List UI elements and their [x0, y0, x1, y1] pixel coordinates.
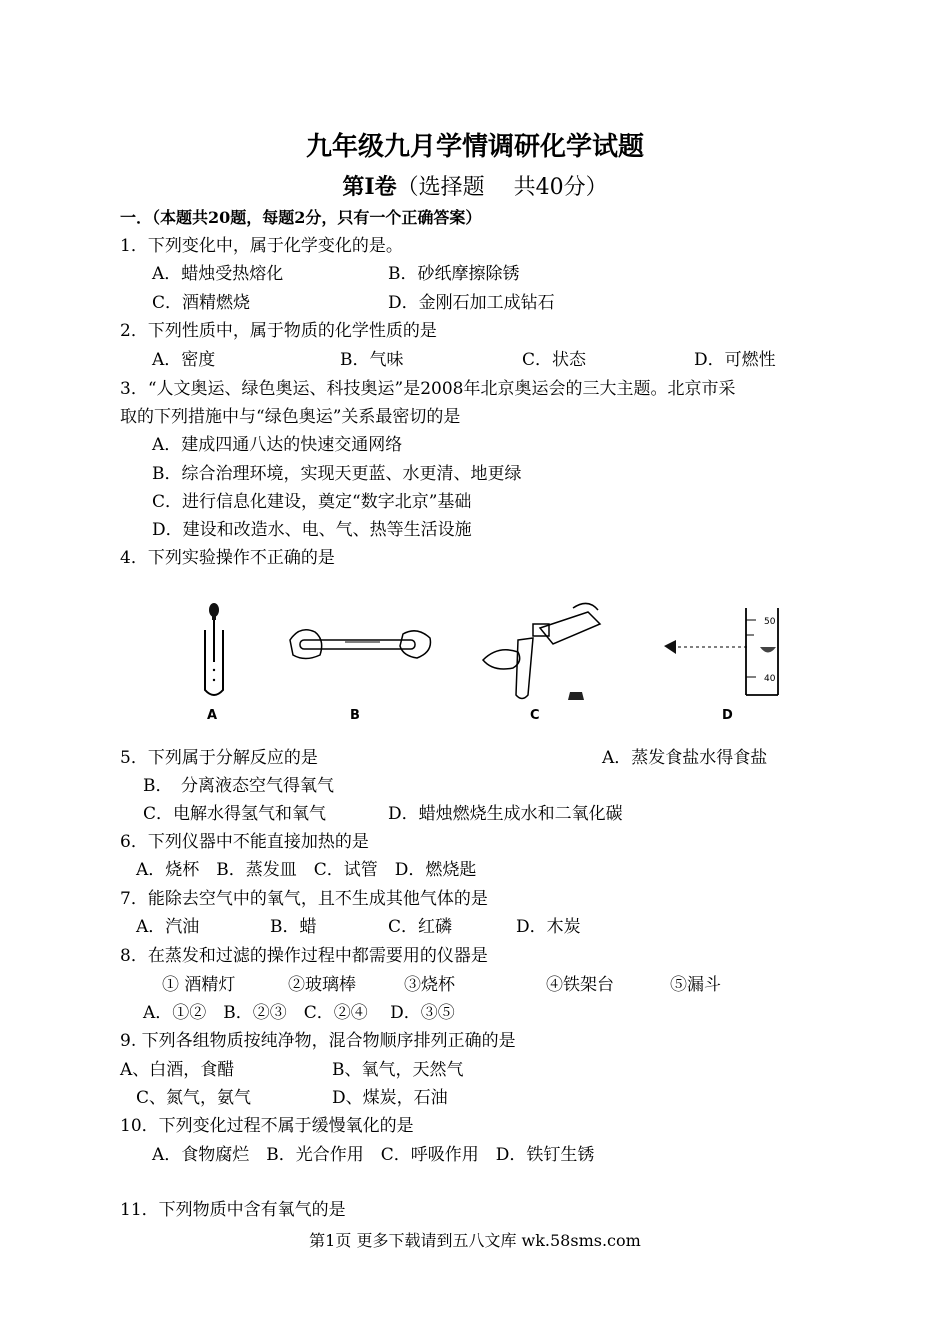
q7-option-c: C．红磷: [388, 917, 453, 937]
figure-label-a: A: [207, 708, 218, 723]
q5-option-a: A．蒸发食盐水得食盐: [602, 748, 768, 768]
question-10: 10．下列变化过程不属于缓慢氧化的是: [120, 1116, 414, 1136]
figure-label-d: D: [722, 708, 733, 723]
q8-item-4: ④铁架台: [546, 975, 614, 995]
q9-option-b: B、氧气，天然气: [332, 1060, 464, 1080]
q1-option-d: D．金刚石加工成钻石: [388, 293, 555, 313]
question-9: 9. 下列各组物质按纯净物，混合物顺序排列正确的是: [120, 1031, 516, 1051]
q3-option-d: D．建设和改造水、电、气、热等生活设施: [152, 520, 472, 540]
page-footer: 第1页 更多下载请到五八文库 wk.58sms.com: [309, 1231, 641, 1250]
question-7: 7．能除去空气中的氧气，且不生成其他气体的是: [120, 889, 488, 909]
q8-options: A．①② B．②③ C．②④ D．③⑤: [143, 1003, 455, 1023]
q3-option-a: A．建成四通八达的快速交通网络: [152, 435, 403, 455]
q1-option-b: B．砂纸摩擦除锈: [388, 264, 520, 284]
section-heading: [0, 172, 950, 203]
cylinder-mark-40: 40: [764, 674, 776, 684]
q9-option-d: D、煤炭，石油: [332, 1088, 448, 1108]
q2-option-d: D．可燃性: [694, 350, 776, 370]
figure-label-b: B: [350, 708, 360, 723]
q2-option-a: A．密度: [152, 350, 216, 370]
figure-b-test-tube: [285, 600, 435, 670]
q1-option-a: A．蜡烛受热熔化: [152, 264, 284, 284]
question-3-cont: 取的下列措施中与“绿色奥运”关系最密切的是: [120, 407, 461, 427]
q3-option-c: C．进行信息化建设，奠定“数字北京”基础: [152, 492, 472, 512]
figure-d-cylinder: [660, 600, 785, 705]
q10-options: A．食物腐烂 B．光合作用 C．呼吸作用 D．铁钉生锈: [152, 1145, 595, 1165]
question-5: 5．下列属于分解反应的是: [120, 748, 318, 768]
q7-option-b: B．蜡: [270, 917, 317, 937]
q8-item-5: ⑤漏斗: [670, 975, 721, 995]
q2-option-c: C．状态: [522, 350, 587, 370]
question-1: 1．下列变化中，属于化学变化的是。: [120, 236, 403, 256]
question-4: 4．下列实验操作不正确的是: [120, 548, 335, 568]
q2-option-b: B．气味: [340, 350, 404, 370]
q5-option-c: C．电解水得氢气和氧气: [143, 804, 327, 824]
section-instruction: 一．（本题共20题，每题2分，只有一个正确答案）: [120, 208, 482, 227]
q9-option-a: A、白酒，食醋: [120, 1060, 235, 1080]
part-desc: （选择题 共40分）: [396, 175, 608, 200]
q5-option-b: B． 分离液态空气得氧气: [143, 776, 334, 796]
question-6: 6．下列仪器中不能直接加热的是: [120, 832, 369, 852]
q7-option-d: D．木炭: [516, 917, 581, 937]
q8-item-2: ②玻璃棒: [288, 975, 356, 995]
q5-option-d: D．蜡烛燃烧生成水和二氧化碳: [388, 804, 623, 824]
q6-options: A．烧杯 B．蒸发皿 C．试管 D．燃烧匙: [136, 860, 477, 880]
q7-option-a: A．汽油: [136, 917, 200, 937]
cylinder-mark-50: 50: [764, 617, 776, 627]
q8-item-3: ③烧杯: [404, 975, 455, 995]
q9-option-c: C、氮气，氨气: [136, 1088, 252, 1108]
question-11: 11．下列物质中含有氧气的是: [120, 1200, 346, 1220]
question-2: 2．下列性质中，属于物质的化学性质的是: [120, 321, 437, 341]
page-title: 九年级九月学情调研化学试题: [305, 132, 644, 162]
q3-option-b: B．综合治理环境，实现天更蓝、水更清、地更绿: [152, 464, 522, 484]
figure-label-c: C: [530, 708, 540, 723]
q1-option-c: C．酒精燃烧: [152, 293, 251, 313]
question-3: 3．“人文奥运、绿色奥运、科技奥运”是2008年北京奥运会的三大主题。北京市采: [120, 379, 736, 399]
figure-a-dropper: [195, 600, 235, 705]
figure-c-pouring: [478, 600, 608, 705]
q8-item-1: ① 酒精灯: [162, 975, 236, 995]
question-8: 8．在蒸发和过滤的操作过程中都需要用的仪器是: [120, 946, 488, 966]
part-label: 第Ⅰ卷: [342, 174, 397, 200]
